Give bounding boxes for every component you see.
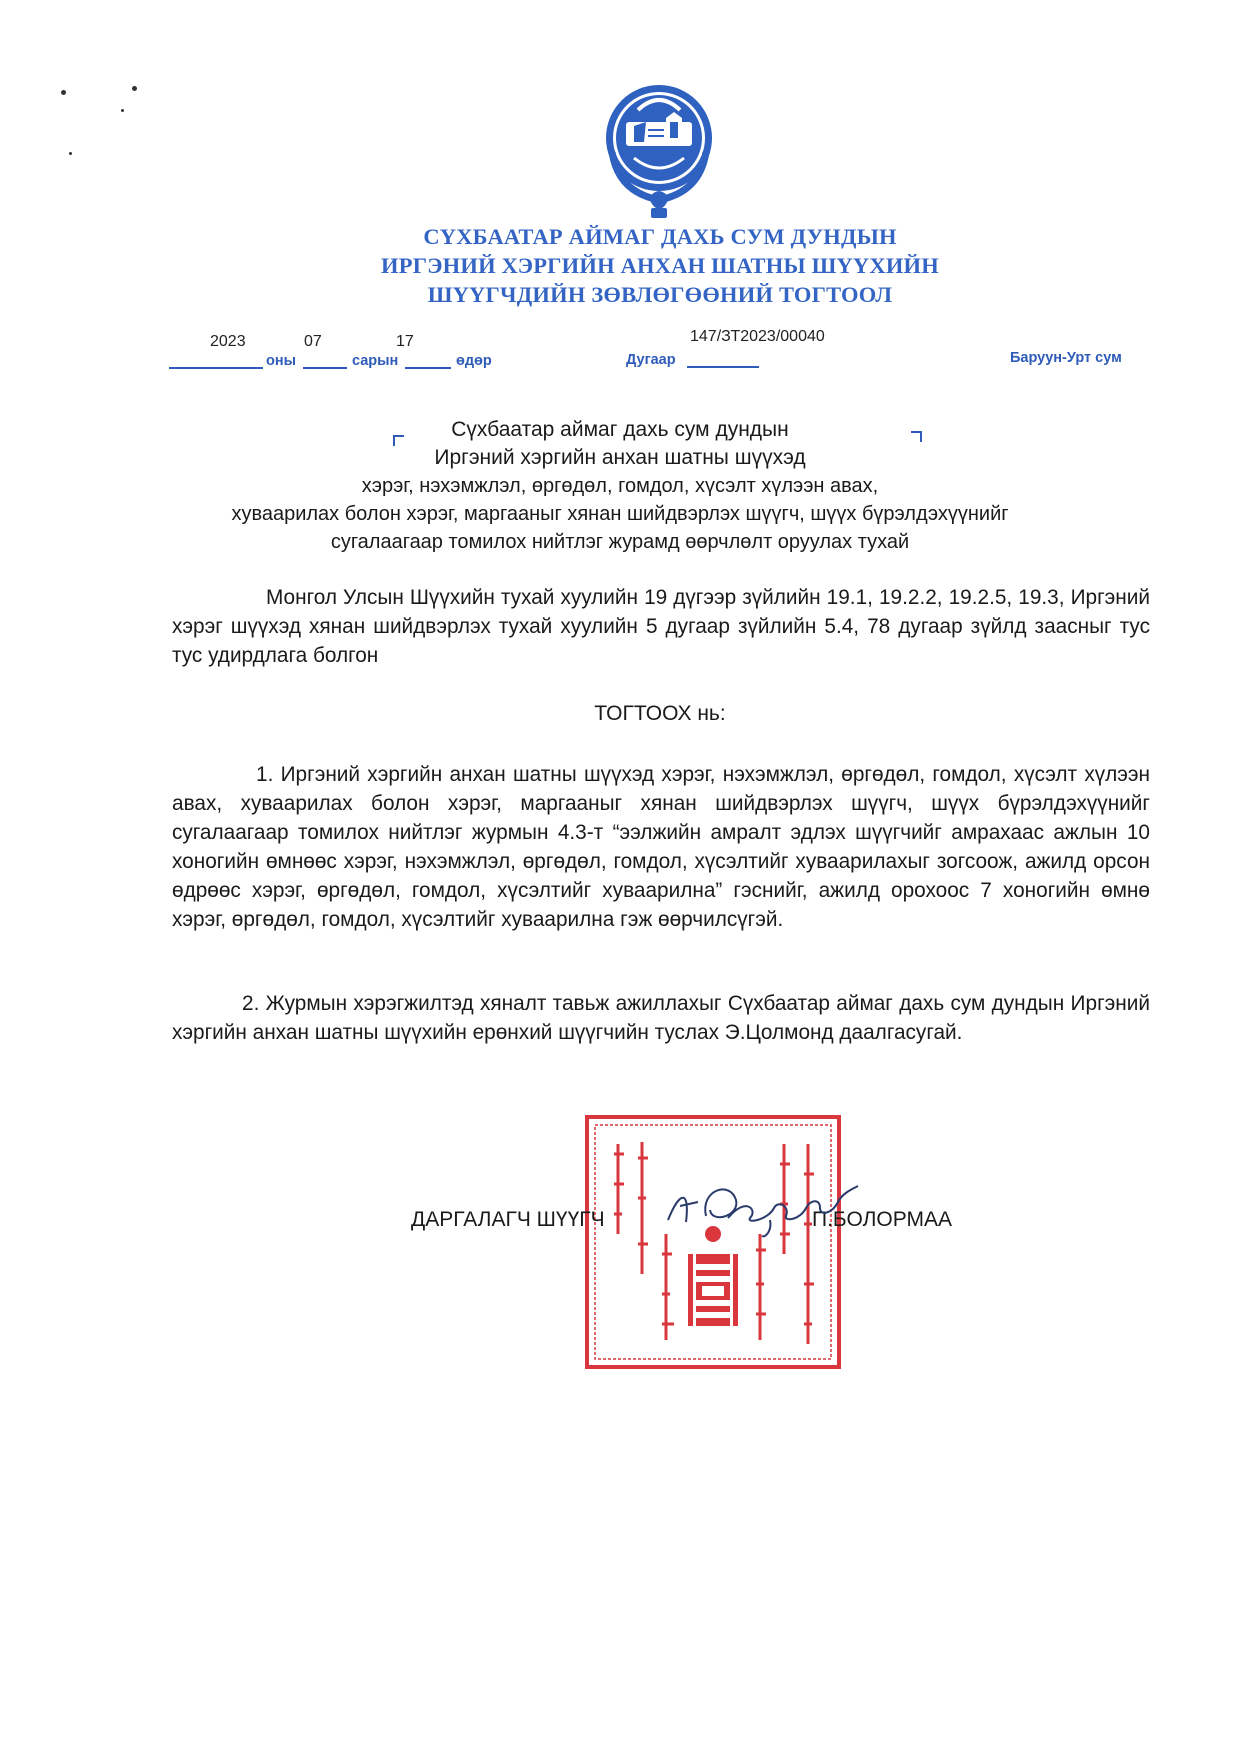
subject-line-4: хуваарилах болон хэрэг, маргааныг хянан шийдвэрлэх шүүгч, шүүх бүрэлдэхүүнийг [231,503,1009,525]
signature-title: ДАРГАЛАГЧ ШҮҮГЧ [411,1208,605,1231]
preamble-paragraph: Монгол Улсын Шүүхийн тухай хуулийн 19 дүгээр зүйлийн 19.1, 19.2.2, 19.2.5, 19.3, Иргэний хэрэг шүүхэд хянан шийдвэрлэх тухай хуулийн 5 дугаар зүйлийн 5.4, 78 дугаар зүйлд заасныг тус тус удирдлага болгон [172,586,1150,667]
header-line-3: ШҮҮГЧДИЙН ЗӨВЛӨГӨӨНИЙ ТОГТООЛ [427,282,893,307]
subject-line-5: сугалаагаар томилох нийтлэг журамд өөрчлөлт оруулах тухай [330,531,910,553]
court-resolution-header [300,222,1020,309]
subject-line-3: хэрэг, нэхэмжлэл, өргөдөл, гомдол, хүсэлт хүлээн авах, [361,475,879,497]
scan-speck [121,109,124,112]
scan-speck [132,86,137,91]
signer-name: П.БОЛОРМАА [812,1208,952,1231]
date-year-value: 2023 [210,333,246,350]
resolution-number: 147/ЗТ2023/00040 [690,328,825,345]
date-year-label: оны [266,353,296,369]
date-day-value: 17 [396,333,414,350]
resolve-heading: ТОГТООХ нь: [594,702,726,725]
state-emblem-icon [594,82,724,222]
resolution-subject [170,416,1070,556]
scan-speck [69,152,72,155]
place-label: Баруун-Урт сум [1010,350,1122,366]
date-year-line [169,367,263,369]
date-day-line [405,367,451,369]
number-label: Дугаар [626,352,676,368]
scan-speck [61,90,66,95]
number-line [687,366,759,368]
resolution-item-1: 1. Иргэний хэргийн анхан шатны шүүхэд хэрэг, нэхэмжлэл, өргөдөл, гомдол, хүсэлт хүлээн авах, хуваарилах болон хэрэг, маргааныг хянан шийдвэрлэх шүүгч, шүүх бүрэлдэхүүнийг сугалаагаар томилох нийтлэг журмын 4.3-т “ээлжийн амралт эдлэх шүүгчийг амрахаас ажлын 10 хоногийн өмнөөс хэрэг, нэхэмжлэл, өргөдөл, гомдол, хүсэлтийг хуваарилахыг зогсоож, ажилд орсон өдрөөс хэрэг, өргөдөл, гомдол, хүсэлтийг хуваарилна” гэснийг, ажилд орохоос 7 хоногийн өмнө хэрэг, өргөдөл, гомдол, хүсэлтийг хуваарилна гэж өөрчилсүгэй. [172,763,1150,931]
date-day-label: өдөр [456,353,492,369]
date-month-line [303,367,347,369]
subject-line-1: Сүхбаатар аймаг дахь сум дундын [451,418,789,441]
header-line-2: ИРГЭНИЙ ХЭРГИЙН АНХАН ШАТНЫ ШҮҮХИЙН [381,253,939,278]
subject-line-2: Иргэний хэргийн анхан шатны шүүхэд [434,446,806,469]
header-line-1: СҮХБААТАР АЙМАГ ДАХЬ СУМ ДУНДЫН [423,224,897,249]
date-month-value: 07 [304,333,322,350]
resolution-item-2: 2. Журмын хэрэгжилтэд хяналт тавьж ажиллахыг Сүхбаатар аймаг дахь сум дундын Иргэний хэргийн анхан шатны шүүхийн ерөнхий шүүгчийн туслах Э.Цолмонд даалгасугай. [172,992,1150,1044]
date-month-label: сарын [352,353,399,369]
handwritten-signature [650,1150,870,1240]
